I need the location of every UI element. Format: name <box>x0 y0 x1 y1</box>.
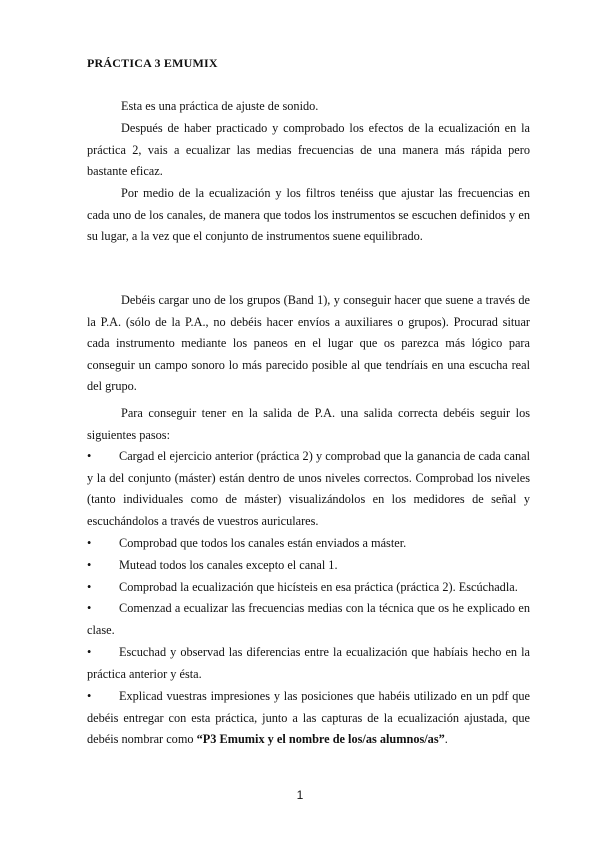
list-item-text: Comenzad a ecualizar las frecuencias medias con la técnica que os he explicado en clase. <box>87 601 530 637</box>
quote-open: “ <box>196 732 203 746</box>
paragraph-practice-2: Después de haber practicado y comprobado los efectos de la ecualización en la práctica 2, vais a ecualizar las medias frecuencias de una manera más rápida pero bastante eficaz. <box>87 121 530 178</box>
list-item <box>87 577 530 599</box>
list-item <box>87 686 530 751</box>
bullet-icon: • <box>87 449 92 463</box>
page-title: PRÁCTICA 3 EMUMIX <box>87 56 218 70</box>
paragraph-steps-intro: Para conseguir tener en la salida de P.A. una salida correcta debéis seguir los siguientes pasos: <box>87 406 530 442</box>
paragraph-equalization: Por medio de la ecualización y los filtros tenéiss que ajustar las frecuencias en cada uno de los canales, de manera que todos los instrumentos se escuchen definidos y en su lugar, a la vez que el conjunto de instrumentos suene equilibrado. <box>87 186 530 243</box>
bullet-icon: • <box>87 558 92 572</box>
list-item <box>87 642 530 685</box>
bullet-icon: • <box>87 645 92 659</box>
list-item-text: Mutead todos los canales excepto el canal 1. <box>119 558 338 572</box>
bullet-icon: • <box>87 601 92 615</box>
filename-bold: P3 Emumix y el nombre de los/as alumnos/as <box>202 732 439 746</box>
page-number: 1 <box>296 788 304 802</box>
list-item <box>87 555 530 577</box>
list-item-text: Escuchad y observad las diferencias entre la ecualización que habíais hecho en la práctica anterior y ésta. <box>87 645 530 681</box>
list-item <box>87 446 530 532</box>
list-item <box>87 533 530 555</box>
paragraph-load-group: Debéis cargar uno de los grupos (Band 1), y conseguir hacer que suene a través de la P.A. (sólo de la P.A., no debéis hacer envíos a auxiliares o grupos). Procurad situar cada instrumento mediante los paneos en el lugar que os parezca más lógico para conseguir un campo sonoro lo más parecido posible al que tendríais en una escucha real del grupo. <box>87 293 530 393</box>
list-item-text: Comprobad que todos los canales están enviados a máster. <box>119 536 407 550</box>
bullet-icon: • <box>87 536 92 550</box>
bullet-icon: • <box>87 580 92 594</box>
list-item-text: Comprobad la ecualización que hicísteis en esa práctica (práctica 2). Escúchadla. <box>119 580 518 594</box>
list-item-text: Explicad vuestras impresiones y las posiciones que habéis utilizado en un pdf que debéis entregar con esta práctica, junto a las capturas de la ecualización ajustada, que debéis nombrar como <box>87 689 530 746</box>
list-item-end: . <box>444 732 448 746</box>
quote-close: ” <box>438 732 445 746</box>
list-item <box>87 598 530 641</box>
paragraph-intro: Esta es una práctica de ajuste de sonido. <box>121 99 319 113</box>
list-item-text: Cargad el ejercicio anterior (práctica 2) y comprobad que la ganancia de cada canal y la del conjunto (máster) están dentro de unos niveles correctos. Comprobad los niveles (tanto individuales como de máster) visualizándolos en los medidores de señal y escuchándolos a través de vuestros auriculares. <box>87 449 530 528</box>
bullet-icon: • <box>87 689 92 703</box>
